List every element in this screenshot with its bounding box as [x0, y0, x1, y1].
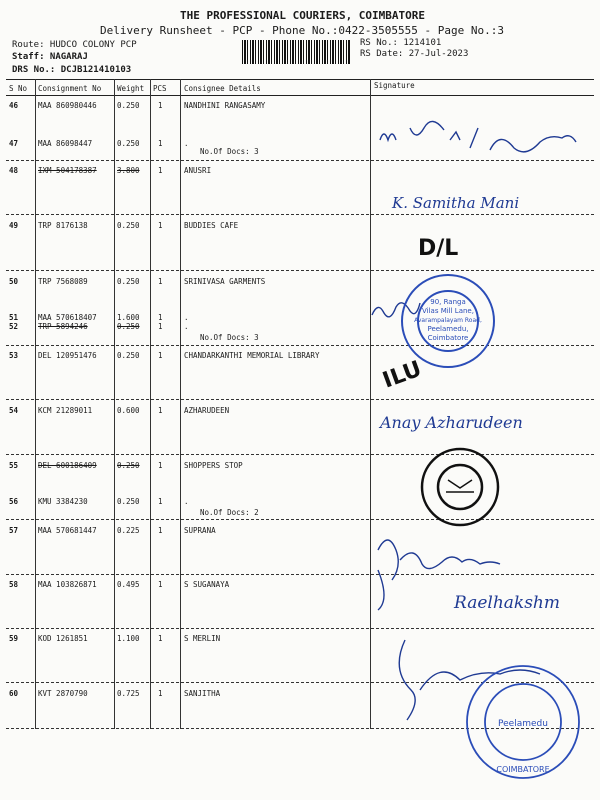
row-docs: No.Of Docs: 3: [200, 333, 259, 342]
runsheet-title: Delivery Runsheet - PCP - Phone No.:0422-3505555 - Page No.:3: [100, 24, 504, 37]
row-weight: 0.250: [117, 497, 140, 506]
row-pcs: 1: [158, 580, 163, 589]
signature-text: D/L: [418, 236, 459, 261]
row-sno: 49: [9, 221, 19, 230]
row-consignee: NANDHINI RANGASAMY: [184, 101, 266, 110]
row-weight: 1.100: [117, 634, 140, 643]
rs-number: RS No.: 1214101: [360, 38, 442, 48]
row-pcs: 1: [158, 313, 163, 322]
row-consignment: KVT 2870790: [38, 689, 88, 698]
row-consignee: .: [184, 322, 189, 331]
row-weight: 0.250: [117, 461, 140, 470]
row-consignee: S MERLIN: [184, 634, 221, 643]
stamp-psg: [467, 666, 579, 778]
row-consignment: MAA 570681447: [38, 526, 97, 535]
row-pcs: 1: [158, 497, 163, 506]
svg-text:Peelamedu,: Peelamedu,: [427, 325, 469, 333]
row-pcs: 1: [158, 166, 163, 175]
row-pcs: 1: [158, 277, 163, 286]
row-pcs: 1: [158, 461, 163, 470]
row-weight: 0.600: [117, 406, 140, 415]
row-consignee: .: [184, 139, 189, 148]
row-sno: 48: [9, 166, 19, 175]
row-pcs: 1: [158, 221, 163, 230]
row-sno: 47: [9, 139, 19, 148]
staff-label: Staff: NAGARAJ: [12, 52, 88, 62]
row-consignment: KCM 21289011: [38, 406, 93, 415]
row-weight: 0.250: [117, 139, 140, 148]
col-consignment: Consignment No: [38, 84, 102, 93]
row-consignee: BUDDIES CAFE: [184, 221, 239, 230]
row-sno: 57: [9, 526, 19, 535]
row-pcs: 1: [158, 101, 163, 110]
row-consignment: KMU 3384230: [38, 497, 88, 506]
row-consignee: .: [184, 313, 189, 322]
row-consignee: SUPRANA: [184, 526, 216, 535]
route-label: Route: HUDCO COLONY PCP: [12, 40, 137, 50]
row-weight: 0.725: [117, 689, 140, 698]
col-consignee: Consignee Details: [184, 84, 261, 93]
row-sno: 55: [9, 461, 19, 470]
signature-text: Anay Azharudeen: [380, 413, 523, 432]
row-consignment: TRP 8176138: [38, 221, 88, 230]
row-consignee: SHOPPERS STOP: [184, 461, 243, 470]
drs-number: DRS No.: DCJB121410103: [12, 65, 132, 75]
row-weight: 0.250: [117, 322, 140, 331]
row-sno: 60: [9, 689, 19, 698]
row-weight: 0.250: [117, 101, 140, 110]
svg-text:Peelamedu: Peelamedu: [498, 719, 548, 729]
row-consignment: MAA 860980446: [38, 101, 97, 110]
row-sno: 59: [9, 634, 19, 643]
row-weight: 0.250: [117, 277, 140, 286]
col-signature: Signature: [374, 81, 415, 90]
col-sno: S No: [9, 84, 28, 93]
svg-text:Avarampalayam Road,: Avarampalayam Road,: [414, 317, 482, 324]
svg-text:Coimbatore: Coimbatore: [427, 334, 469, 342]
row-sno: 54: [9, 406, 19, 415]
row-sno: 52: [9, 322, 19, 331]
row-pcs: 1: [158, 406, 163, 415]
rs-date: RS Date: 27-Jul-2023: [360, 49, 469, 59]
row-docs: No.Of Docs: 3: [200, 147, 259, 156]
svg-text:Vilas Mill Lane,: Vilas Mill Lane,: [422, 307, 474, 315]
row-sno: 58: [9, 580, 19, 589]
row-consignment: DEL 600186409: [38, 461, 97, 470]
row-consignment: MAA 570618407: [38, 313, 97, 322]
row-pcs: 1: [158, 139, 163, 148]
row-consignment: IXM 504178387: [38, 166, 97, 175]
row-weight: 0.225: [117, 526, 140, 535]
row-weight: 0.495: [117, 580, 140, 589]
row-pcs: 1: [158, 322, 163, 331]
row-consignee: SRINIVASA GARMENTS: [184, 277, 266, 286]
row-consignee: AZHARUDEEN: [184, 406, 230, 415]
row-consignment: KOD 1261851: [38, 634, 88, 643]
row-sno: 53: [9, 351, 19, 360]
signature-text: ILU: [379, 356, 425, 394]
row-weight: 0.250: [117, 221, 140, 230]
row-consignment: TRP 7568089: [38, 277, 88, 286]
stamp-srinivasa-garments: [402, 275, 494, 367]
row-weight: 1.600: [117, 313, 140, 322]
company-title: THE PROFESSIONAL COURIERS, COIMBATORE: [180, 9, 426, 22]
row-pcs: 1: [158, 634, 163, 643]
col-pcs: PCS: [153, 84, 167, 93]
svg-text:COIMBATORE: COIMBATORE: [496, 765, 550, 774]
signature-scribble: [372, 303, 420, 317]
row-pcs: 1: [158, 351, 163, 360]
row-consignment: TRP 5894246: [38, 322, 88, 331]
row-docs: No.Of Docs: 2: [200, 508, 259, 517]
col-weight: Weight: [117, 84, 145, 93]
signature-text: Raelhakshm: [454, 593, 561, 613]
row-consignee: S SUGANAYA: [184, 580, 230, 589]
row-consignee: CHANDARKANTHI MEMORIAL LIBRARY: [184, 351, 320, 360]
row-pcs: 1: [158, 526, 163, 535]
row-consignee: SANJITHA: [184, 689, 221, 698]
row-sno: 46: [9, 101, 19, 110]
row-pcs: 1: [158, 689, 163, 698]
row-sno: 56: [9, 497, 19, 506]
svg-text:90, Ranga: 90, Ranga: [430, 298, 466, 306]
row-consignee: ANUSRI: [184, 166, 212, 175]
row-sno: 50: [9, 277, 19, 286]
row-sno: 51: [9, 313, 19, 322]
row-consignment: MAA 103826871: [38, 580, 97, 589]
stamp-shoppers-stop: [422, 449, 498, 525]
row-consignment: MAA 86098447: [38, 139, 93, 148]
row-consignee: .: [184, 497, 189, 506]
signature-scribble: [380, 121, 576, 151]
row-consignment: DEL 120951476: [38, 351, 97, 360]
row-weight: 3.800: [117, 166, 140, 175]
row-weight: 0.250: [117, 351, 140, 360]
signature-text: K. Samitha Mani: [392, 194, 520, 212]
